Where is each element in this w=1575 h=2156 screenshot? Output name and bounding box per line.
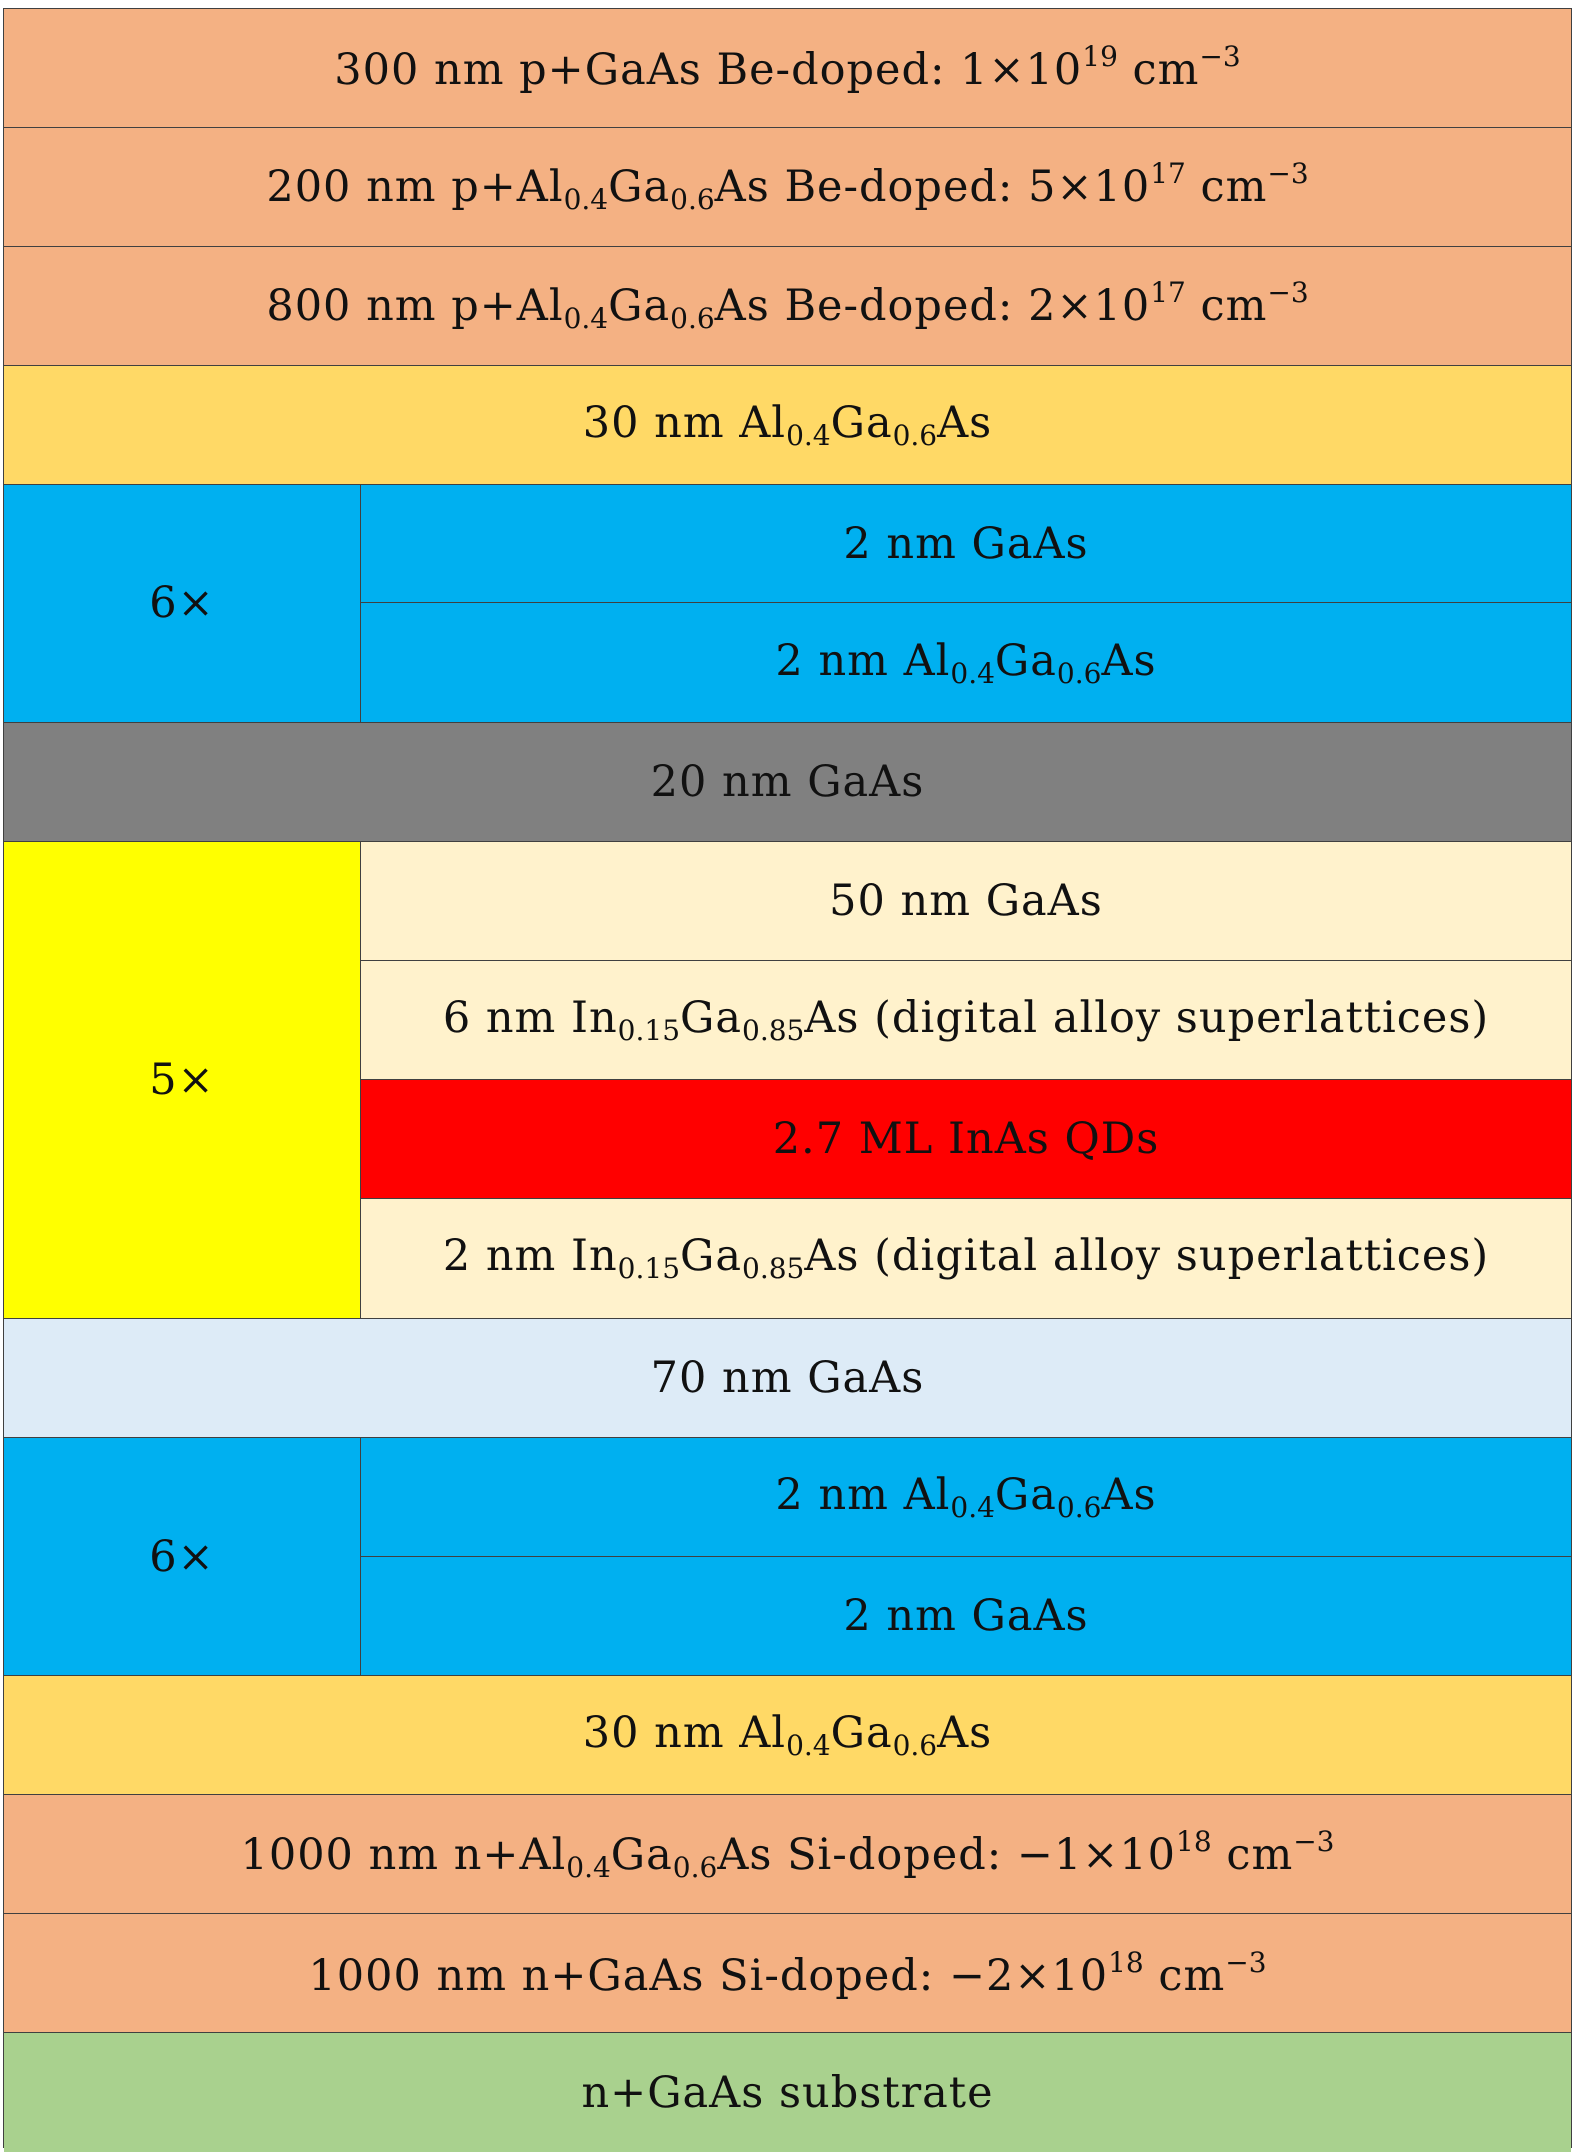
repeat-label: 5× [4, 842, 361, 1318]
layer-label: 2.7 ML InAs QDs [772, 1113, 1160, 1164]
layer-ingaas-6nm [361, 961, 1571, 1080]
layer-n-algaas-1000nm [4, 1795, 1571, 1914]
layer-label: 30 nm $Al_{0.4}Ga_{0.6}As$ [582, 1708, 993, 1763]
layer-p-algaas-800nm [4, 247, 1571, 366]
layer-label: 2 nm $In_{0.15}Ga_{0.85}As$ (digital alloy superlattices) [442, 1231, 1490, 1286]
active-region [4, 842, 1571, 1319]
superlattice-top [4, 485, 1571, 724]
layer-label: 30 nm $Al_{0.4}Ga_{0.6}As$ [582, 397, 993, 452]
layer-gaas-2nm [361, 485, 1571, 604]
repeat-label: 6× [4, 485, 361, 723]
layer-label: 20 nm GaAs [650, 757, 925, 808]
layer-stack [3, 8, 1572, 2148]
layer-label: 1000 nm n+GaAs Si-doped: $-2\times 10^{18}$ $cm^{-3}$ [308, 1945, 1267, 2001]
layer-label: 1000 nm $n+Al_{0.4}Ga_{0.6}As$ Si-doped: $-1\times 10^{18}$ $cm^{-3}$ [240, 1824, 1335, 1884]
layer-label: 50 nm GaAs [829, 876, 1103, 927]
layer-label: 2 nm $Al_{0.4}Ga_{0.6}As$ [775, 1469, 1157, 1524]
layer-label: 70 nm GaAs [650, 1352, 925, 1403]
layer-label: 2 nm GaAs [843, 518, 1089, 569]
layer-gaas-70nm [4, 1319, 1571, 1438]
superlattice-bottom [4, 1438, 1571, 1677]
layer-algaas-barrier-top [4, 366, 1571, 485]
layer-label: n+GaAs substrate [581, 2067, 994, 2118]
layer-gaas-20nm [4, 723, 1571, 842]
layer-algaas-2nm [361, 603, 1571, 722]
repeat-label: 6× [4, 1438, 361, 1676]
layer-label: 800 nm $p+Al_{0.4}Ga_{0.6}As$ Be-doped: $2\times 10^{17}$ $cm^{-3}$ [266, 276, 1309, 336]
layer-label: 300 nm p+GaAs Be-doped: $1\times 10^{19}$ $cm^{-3}$ [334, 40, 1241, 96]
layer-gaas-50nm [361, 842, 1571, 961]
layer-label: 6 nm $In_{0.15}Ga_{0.85}As$ (digital alloy superlattices) [442, 993, 1490, 1048]
layer-inas-qds [361, 1080, 1571, 1199]
layer-n-gaas-1000nm [4, 1914, 1571, 2033]
layer-label: 2 nm $Al_{0.4}Ga_{0.6}As$ [775, 635, 1157, 690]
layer-p-algaas-200nm [4, 128, 1571, 247]
layer-substrate [4, 2033, 1571, 2152]
layer-p-gaas-contact [4, 9, 1571, 128]
layer-algaas-2nm [361, 1438, 1571, 1557]
layer-algaas-barrier-bottom [4, 1676, 1571, 1795]
layer-label: 200 nm $p+Al_{0.4}Ga_{0.6}As$ Be-doped: $5\times 10^{17}$ $cm^{-3}$ [266, 157, 1309, 217]
layer-ingaas-2nm [361, 1199, 1571, 1318]
layer-label: 2 nm GaAs [843, 1591, 1089, 1642]
layer-gaas-2nm [361, 1557, 1571, 1676]
